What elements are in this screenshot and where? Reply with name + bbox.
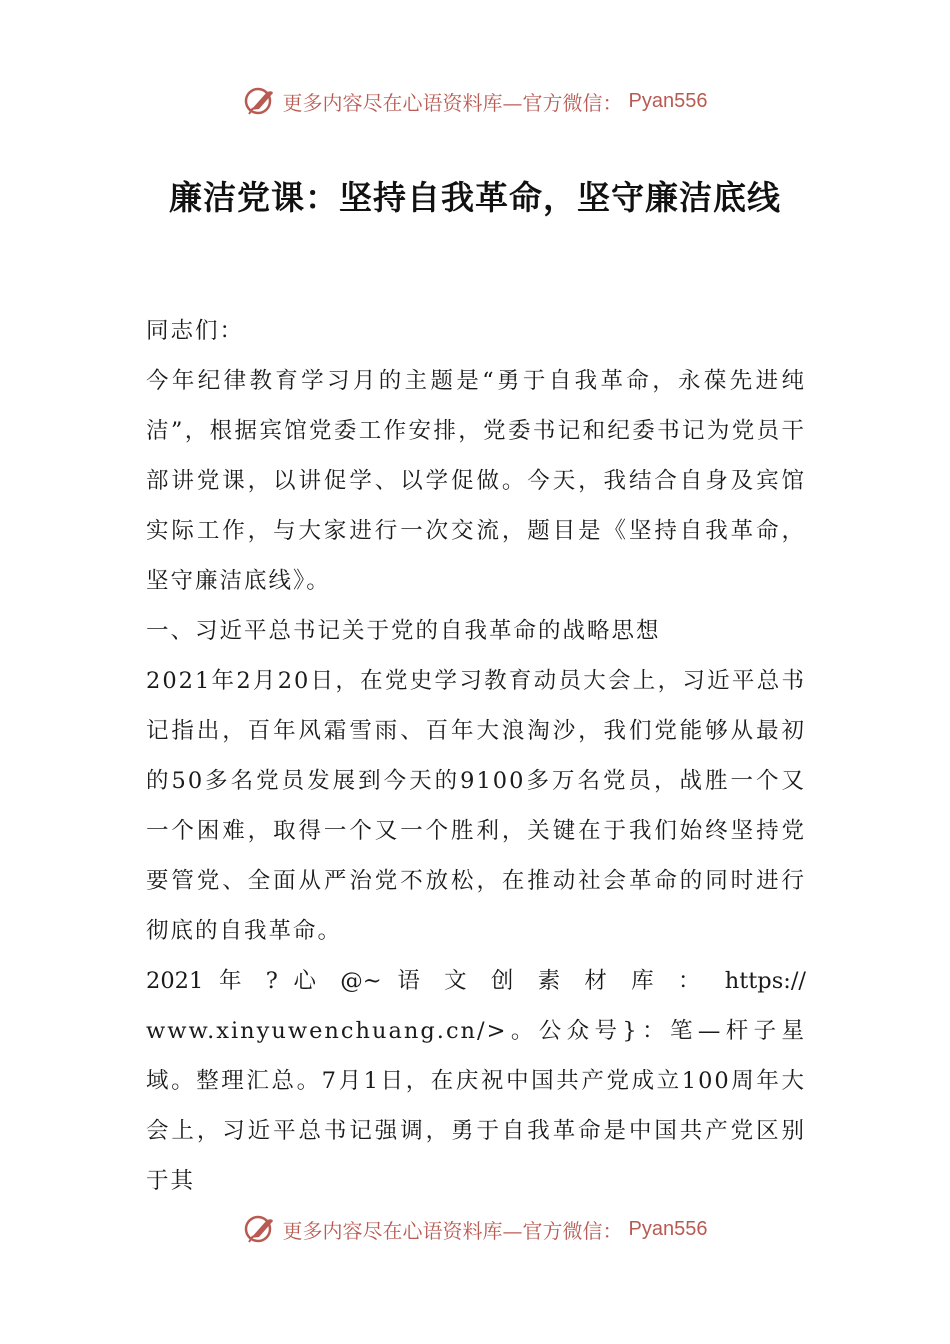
quill-pen-logo-icon bbox=[243, 84, 277, 118]
section-heading-1: 一、习近平总书记关于党的自我革命的战略思想 bbox=[146, 618, 661, 644]
footer-banner bbox=[0, 1212, 950, 1246]
header-banner bbox=[0, 84, 950, 118]
quill-pen-logo-icon bbox=[243, 1212, 277, 1246]
footer-brand-text: 更多内容尽在心语资料库—官方微信： bbox=[282, 1218, 623, 1243]
banner-wechat-id: Pyan556 bbox=[628, 89, 708, 112]
paragraph-3-first-line: 2021 年 ? 心 @~ 语 文 创 素 材 库 ： https:// bbox=[146, 968, 806, 994]
document-body bbox=[146, 306, 806, 1206]
banner-brand-text: 更多内容尽在心语资料库—官方微信： bbox=[282, 90, 623, 115]
footer-wechat-id: Pyan556 bbox=[628, 1217, 708, 1240]
salutation: 同志们： bbox=[146, 318, 245, 344]
paragraph-1: 今年纪律教育学习月的主题是“勇于自我革命，永葆先进纯洁”，根据宾馆党委工作安排，党委书记和纪委书记为党员干部讲党课，以讲促学、以学促做。今天，我结合自身及宾馆实际工作，与大家进行一次交流，题目是《坚持自我革命，坚守廉洁底线》。 bbox=[146, 368, 806, 594]
paragraph-3-rest: www.xinyuwenchuang.cn/>。公众号}：笔—杆子星域。整理汇总。7月1日，在庆祝中国共产党成立100周年大会上，习近平总书记强调，勇于自我革命是中国共产党区别于其 bbox=[146, 1018, 806, 1194]
document-title: 廉洁党课：坚持自我革命，坚守廉洁底线 bbox=[169, 178, 781, 217]
paragraph-2: 2021年2月20日，在党史学习教育动员大会上，习近平总书记指出，百年风霜雪雨、百年大浪淘沙，我们党能够从最初的50多名党员发展到今天的9100多万名党员，战胜一个又一个困难，取得一个又一个胜利，关键在于我们始终坚持党要管党、全面从严治党不放松，在推动社会革命的同时进行彻底的自我革命。 bbox=[146, 668, 806, 944]
